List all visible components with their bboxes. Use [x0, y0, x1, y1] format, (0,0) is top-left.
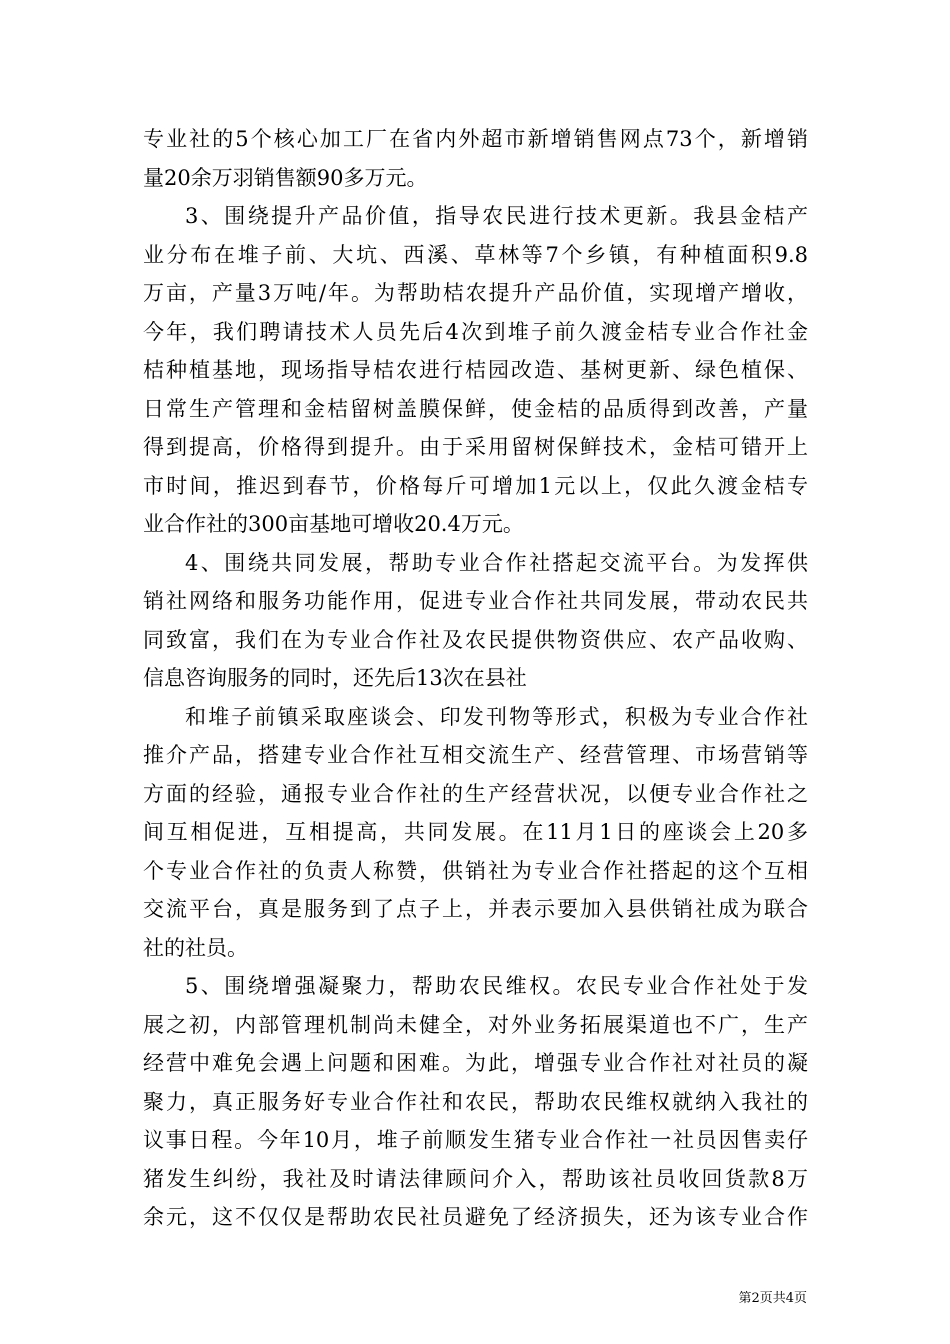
paragraph-3-start: 3、围绕提升产品价值，指导农民进行技术更新。我县金桔产 [185, 204, 808, 228]
text-line: 量20余万羽销售额90多万元。 [143, 165, 428, 190]
paragraph-4-start: 4、围绕共同发展，帮助专业合作社搭起交流平台。为发挥供 [185, 550, 808, 575]
text-line: 今年，我们聘请技术人员先后4次到堆子前久渡金桔专业合作社金 [143, 319, 808, 344]
text-line: 得到提高，价格得到提升。由于采用留树保鲜技术，金桔可错开上 [143, 435, 808, 459]
page-number: 第2页共4页 [738, 1291, 807, 1306]
text-line: 专业社的5个核心加工厂在省内外超市新增销售网点73个，新增销 [143, 127, 808, 151]
text-line: 信息咨询服务的同时，还先后13次在县社 [143, 666, 527, 690]
text-line: 日常生产管理和金桔留树盖膜保鲜，使金桔的品质得到改善，产量 [143, 396, 808, 421]
text-line: 交流平台，真是服务到了点子上，并表示要加入县供销社成为联合 [143, 897, 808, 921]
text-line: 个专业合作社的负责人称赞，供销社为专业合作社搭起的这个互相 [143, 858, 808, 883]
document-body [143, 120, 808, 1237]
paragraph-5-start: 5、围绕增强凝聚力，帮助农民维权。农民专业合作社处于发 [185, 974, 808, 998]
paragraph-continuation-start: 和堆子前镇采取座谈会、印发刊物等形式，积极为专业合作社 [185, 704, 808, 729]
text-line: 桔种植基地，现场指导桔农进行桔园改造、基树更新、绿色植保、 [143, 358, 808, 382]
text-line: 猪发生纠纷，我社及时请法律顾问介入，帮助该社员收回货款8万 [143, 1166, 808, 1191]
text-line: 方面的经验，通报专业合作社的生产经营状况，以便专业合作社之 [143, 781, 808, 806]
text-line: 余元，这不仅仅是帮助农民社员避免了经济损失，还为该专业合作 [143, 1205, 808, 1229]
text-line: 议事日程。今年10月，堆子前顺发生猪专业合作社一社员因售卖仔 [143, 1128, 808, 1152]
text-line: 展之初，内部管理机制尚未健全，对外业务拓展渠道也不广，生产 [143, 1012, 808, 1037]
text-line: 万亩，产量3万吨/年。为帮助桔农提升产品价值，实现增产增收， [143, 281, 808, 305]
text-line: 聚力，真正服务好专业合作社和农民，帮助农民维权就纳入我社的 [143, 1089, 808, 1114]
text-line: 推介产品，搭建专业合作社互相交流生产、经营管理、市场营销等 [143, 743, 808, 767]
text-line: 间互相促进，互相提高，共同发展。在11月1日的座谈会上20多 [143, 820, 808, 844]
text-line: 经营中难免会遇上问题和困难。为此，增强专业合作社对社员的凝 [143, 1051, 808, 1075]
text-line: 销社网络和服务功能作用，促进专业合作社共同发展，带动农民共 [143, 589, 808, 613]
text-line: 市时间，推迟到春节，价格每斤可增加1元以上，仅此久渡金桔专 [143, 473, 808, 498]
text-line: 业合作社的300亩基地可增收20.4万元。 [143, 512, 524, 536]
text-line: 社的社员。 [143, 935, 248, 960]
text-line: 同致富，我们在为专业合作社及农民提供物资供应、农产品收购、 [143, 627, 808, 652]
text-line: 业分布在堆子前、大坑、西溪、草林等7个乡镇，有种植面积9.8 [143, 242, 808, 267]
